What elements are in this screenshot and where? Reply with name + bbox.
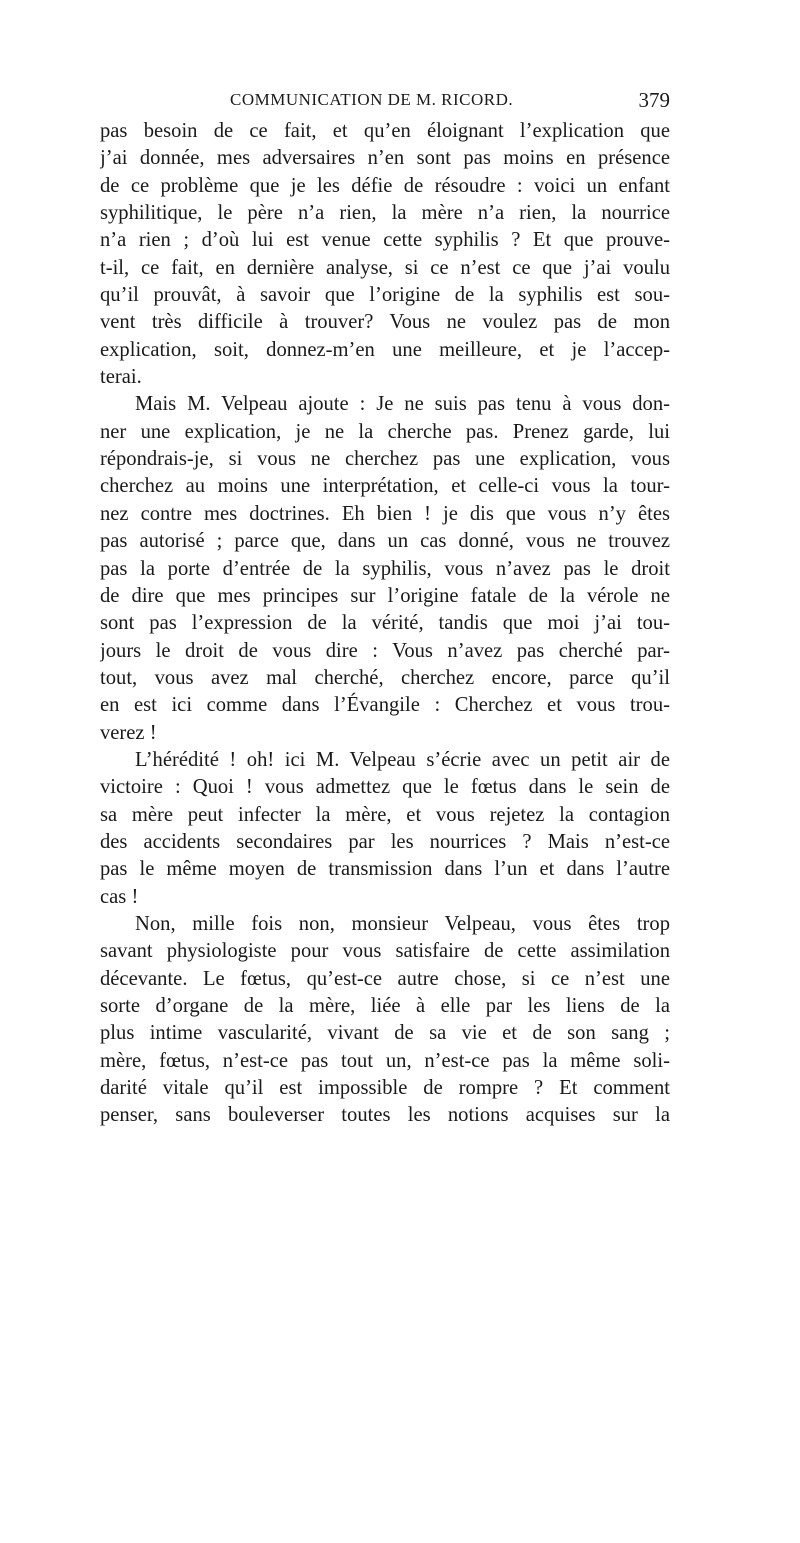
text-line: victoire : Quoi ! vous admettez que le fœtus dans le sein de	[100, 776, 670, 799]
text-line: j’ai donnée, mes adversaires n’en sont pas moins en présence	[100, 147, 670, 170]
text-line: jours le droit de vous dire : Vous n’avez pas cherché par-	[100, 639, 670, 662]
text-line: n’a rien ; d’où lui est venue cette syphilis ? Et que prouve-	[100, 229, 670, 252]
page-header	[100, 90, 670, 120]
text-line: des accidents secondaires par les nourrices ? Mais n’est-ce	[100, 830, 670, 853]
text-line: sont pas l’expression de la vérité, tandis que moi j’ai tou-	[100, 612, 670, 635]
text-line: vent très difficile à trouver? Vous ne voulez pas de mon	[100, 311, 670, 334]
text-line: Mais M. Velpeau ajoute : Je ne suis pas tenu à vous don-	[135, 393, 670, 416]
text-line: sorte d’organe de la mère, liée à elle par les liens de la	[100, 995, 670, 1017]
text-line: verez !	[100, 721, 157, 744]
text-line: mère, fœtus, n’est-ce pas tout un, n’est-ce pas la même soli-	[100, 1049, 670, 1072]
text-line: pas le même moyen de transmission dans l’un et dans l’autre	[100, 858, 670, 881]
body-text	[100, 118, 670, 1130]
text-line: cas !	[100, 885, 139, 908]
text-line: terai.	[100, 366, 142, 389]
text-line: tout, vous avez mal cherché, cherchez encore, parce qu’il	[100, 666, 670, 689]
text-line: ner une explication, je ne la cherche pas. Prenez garde, lui	[100, 420, 670, 443]
text-line: L’hérédité ! oh! ici M. Velpeau s’écrie avec un petit air de	[135, 748, 670, 771]
text-line: plus intime vascularité, vivant de sa vie et de son sang ;	[100, 1022, 670, 1045]
text-line: cherchez au moins une interprétation, et celle-ci vous la tour-	[100, 475, 670, 498]
text-line: savant physiologiste pour vous satisfaire de cette assimilation	[100, 940, 670, 963]
text-line: sa mère peut infecter la mère, et vous rejetez la contagion	[100, 803, 670, 826]
text-line: répondrais-je, si vous ne cherchez pas une explication, vous	[100, 448, 670, 471]
text-line: syphilitique, le père n’a rien, la mère n’a rien, la nourrice	[100, 202, 670, 225]
running-head: COMMUNICATION DE M. RICORD.	[230, 90, 514, 109]
text-line: en est ici comme dans l’Évangile : Cherchez et vous trou-	[100, 694, 670, 717]
text-line: nez contre mes doctrines. Eh bien ! je dis que vous n’y êtes	[100, 502, 670, 525]
text-line: darité vitale qu’il est impossible de rompre ? Et comment	[100, 1077, 670, 1100]
text-line: pas autorisé ; parce que, dans un cas donné, vous ne trouvez	[100, 530, 670, 553]
text-line: Non, mille fois non, monsieur Velpeau, vous êtes trop	[135, 912, 670, 935]
text-line: pas la porte d’entrée de la syphilis, vous n’avez pas le droit	[100, 557, 670, 580]
text-line: de ce problème que je les défie de résoudre : voici un enfant	[100, 174, 670, 197]
text-line: penser, sans bouleverser toutes les notions acquises sur la	[100, 1104, 670, 1127]
text-line: décevante. Le fœtus, qu’est-ce autre chose, si ce n’est une	[100, 967, 670, 990]
text-line: explication, soit, donnez-m’en une meilleure, et je l’accep-	[100, 338, 670, 361]
page-number: 379	[638, 88, 670, 112]
text-line: qu’il prouvât, à savoir que l’origine de la syphilis est sou-	[100, 284, 670, 307]
text-line: pas besoin de ce fait, et qu’en éloignant l’explication que	[100, 120, 670, 142]
text-line: t-il, ce fait, en dernière analyse, si ce n’est ce que j’ai voulu	[100, 256, 670, 279]
text-line: de dire que mes principes sur l’origine fatale de la vérole ne	[100, 584, 670, 607]
